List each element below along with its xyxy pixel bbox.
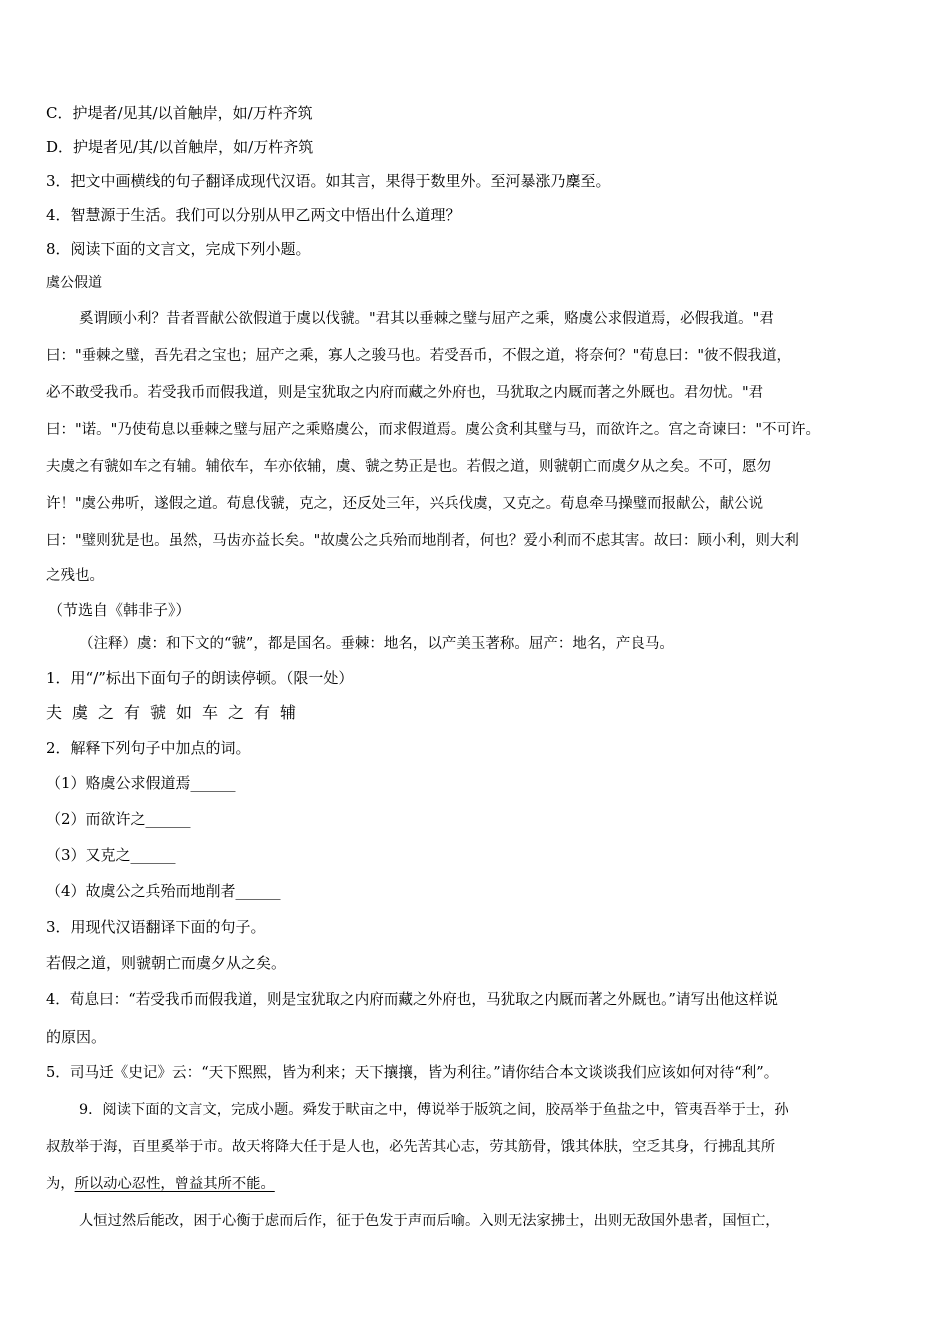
- question-5: 5．司马迁《史记》云：“天下熙熙，皆为利来；天下攘攘，皆为利往。”请你结合本文谈谈我们应该如何对待“利”。: [46, 1064, 779, 1081]
- section-9-line-4: 人恒过然后能改，困于心衡于虑而后作，征于色发于声而后喻。入则无法家拂士，出则无敌国外患者，国恒亡，: [79, 1212, 780, 1229]
- section-9-line-3-prefix: 为，: [46, 1175, 75, 1192]
- question-2-item-3: （3）又克之______: [46, 846, 176, 864]
- question-2-item-1: （1）赂虞公求假道焉______: [46, 774, 236, 792]
- question-4-wisdom: 4．智慧源于生活。我们可以分别从甲乙两文中悟出什么道理？: [46, 206, 461, 224]
- passage-source: （节选自《韩非子》）: [48, 601, 191, 619]
- question-4-line-2: 的原因。: [46, 1028, 107, 1046]
- question-2-item-4: （4）故虞公之兵殆而地削者______: [46, 882, 281, 900]
- question-1: 1．用“/”标出下面句子的朗读停顿。（限一处）: [46, 669, 354, 687]
- question-2: 2．解释下列句子中加点的词。: [46, 739, 251, 757]
- question-3-sentence: 若假之道，则虢朝亡而虞夕从之矣。: [46, 954, 287, 972]
- passage-line-4: 曰："诺。"乃使荀息以垂棘之璧与屈产之乘赂虞公，而求假道焉。虞公贪利其璧与马，而欲许之。宫之奇谏曰："不可许。: [46, 421, 821, 438]
- passage-line-5: 夫虞之有虢如车之有辅。辅依车，车亦依辅，虞、虢之势正是也。若假之道，则虢朝亡而虞夕从之矣。不可，愿勿: [46, 458, 771, 475]
- passage-note: （注释）虞：和下文的“虢”，都是国名。垂棘：地名，以产美玉著称。屈产：地名，产良马。: [79, 636, 674, 652]
- passage-line-2: 曰："垂棘之璧，吾先君之宝也；屈产之乘，寡人之骏马也。若受吾币，不假之道，将奈何？"荀息曰："彼不假我道，: [46, 347, 792, 364]
- passage-line-3: 必不敢受我币。若受我币而假我道，则是宝犹取之内府而藏之外府也，马犹取之内厩而著之外厩也。君勿忧。"君: [46, 384, 764, 401]
- passage-line-8: 之残也。: [46, 568, 104, 584]
- document-page: [46, 96, 914, 1239]
- question-4-line-1: 4．荀息曰：“若受我币而假我道，则是宝犹取之内府而藏之外府也，马犹取之内厩而著之外厩也。”请写出他这样说: [46, 991, 779, 1008]
- question-3-translate: 3．把文中画横线的句子翻译成现代汉语。如其言，果得于数里外。至河暴涨乃麇至。: [46, 172, 611, 190]
- section-9-line-2: 叔敖举于海，百里奚举于市。故天将降大任于是人也，必先苦其心志，劳其筋骨，饿其体肤，空乏其身，行拂乱其所: [46, 1138, 776, 1155]
- underlined-sentence: 所以动心忍性，曾益其所不能。: [74, 1175, 275, 1192]
- section-8-heading: 8．阅读下面的文言文，完成下列小题。: [46, 240, 311, 258]
- section-9-line-3: [46, 1165, 914, 1202]
- question-3: 3．用现代汉语翻译下面的句子。: [46, 918, 266, 936]
- passage-line-7: 曰："璧则犹是也。虽然，马齿亦益长矣。"故虞公之兵殆而地削者，何也？爱小利而不虑其害。故曰：顾小利，则大利: [46, 532, 799, 549]
- question-2-item-2: （2）而欲许之______: [46, 810, 191, 828]
- section-9-line-1: 9．阅读下面的文言文，完成小题。舜发于畎亩之中，傅说举于版筑之间，胶鬲举于鱼盐之中，管夷吾举于士，孙: [79, 1101, 789, 1118]
- passage-line-6: 许！"虞公弗听，遂假之道。荀息伐虢，克之，还反处三年，兴兵伐虞，又克之。荀息牵马操璧而报献公，献公说: [46, 495, 764, 512]
- option-c: C．护堤者/见其/以首触岸，如/万杵齐筑: [46, 104, 313, 122]
- passage-title: 虞公假道: [46, 275, 102, 291]
- question-1-sentence: 夫虞之有虢如车之有辅: [46, 703, 307, 722]
- passage-line-1: 奚谓顾小利？昔者晋献公欲假道于虞以伐虢。"君其以垂棘之璧与屈产之乘，赂虞公求假道焉，必假我道。"君: [79, 310, 774, 327]
- option-d: D．护堤者见/其/以首触岸，如/万杵齐筑: [46, 138, 314, 156]
